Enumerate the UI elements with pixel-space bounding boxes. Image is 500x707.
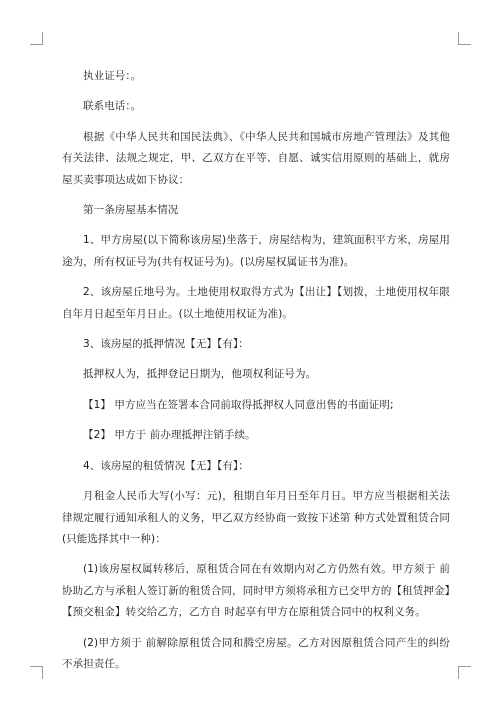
clause-2-land-use: 2、该房屋丘地号为。土地使用权取得方式为【出让】【划拨，土地使用权年限自年月日起至年月日止。(以土地使用权证为准)。 [62, 286, 450, 320]
crop-mark-top-left [30, 32, 43, 45]
clause-1-property-location: 1、甲方房屋(以下简称该房屋)坐落于，房屋结构为，建筑面积平方米，房屋用途为，所有权证号为(共有权证号为)。(以房屋权属证书为准)。 [62, 234, 450, 268]
article-1-heading: 第一条房屋基本情况 [83, 204, 179, 217]
crop-mark-bottom-right [458, 666, 471, 679]
crop-mark-top-right [458, 32, 471, 45]
lease-option-1: (1)该房屋权属转移后，原租赁合同在有效期内对乙方仍然有效。甲方须于 前协助乙方与承租人签订新的租赁合同，同时甲方须将承租方已交甲方的【租赁押金】【预交租金】转交给乙方，乙方自 时起享有甲方在原租赁合同中的权利义务。 [62, 563, 450, 619]
crop-mark-bottom-left [30, 666, 43, 679]
lease-details: 月租金人民币大写(小写：元)，租期自年月日至年月日。甲方应当根据相关法律规定履行通知承租人的义务，甲乙双方经协商一致按下述第 种方式处置租赁合同(只能选择其中一种)： [62, 490, 450, 545]
document-body [62, 66, 450, 684]
lease-option-2: (2)甲方须于 前解除原租赁合同和腾空房屋。乙方对因原租赁合同产生的纠纷不承担责任。 [62, 636, 450, 670]
preamble-paragraph: 根据《中华人民共和国民法典》、《中华人民共和国城市房地产管理法》及其他有关法律、法规之规定，甲、乙双方在平等、自愿、诚实信用原则的基础上，就房屋买卖事项达成如下协议： [62, 130, 450, 186]
mortgage-option-2: 【2】 甲方于 前办理抵押注销手续。 [83, 429, 256, 442]
clause-3-mortgage: 3、该房屋的抵押情况【无】【有】： [83, 338, 249, 351]
contact-phone-line: 联系电话：。 [83, 100, 142, 113]
license-number-line: 执业证号：。 [83, 70, 142, 82]
mortgage-details: 抵押权人为，抵押登记日期为，他项权利证号为。 [83, 368, 317, 381]
clause-4-lease: 4、该房屋的租赁情况【无】【有】： [83, 459, 249, 472]
mortgage-option-1: 【1】 甲方应当在签署本合同前取得抵押权人同意出售的书面证明; [83, 398, 394, 411]
